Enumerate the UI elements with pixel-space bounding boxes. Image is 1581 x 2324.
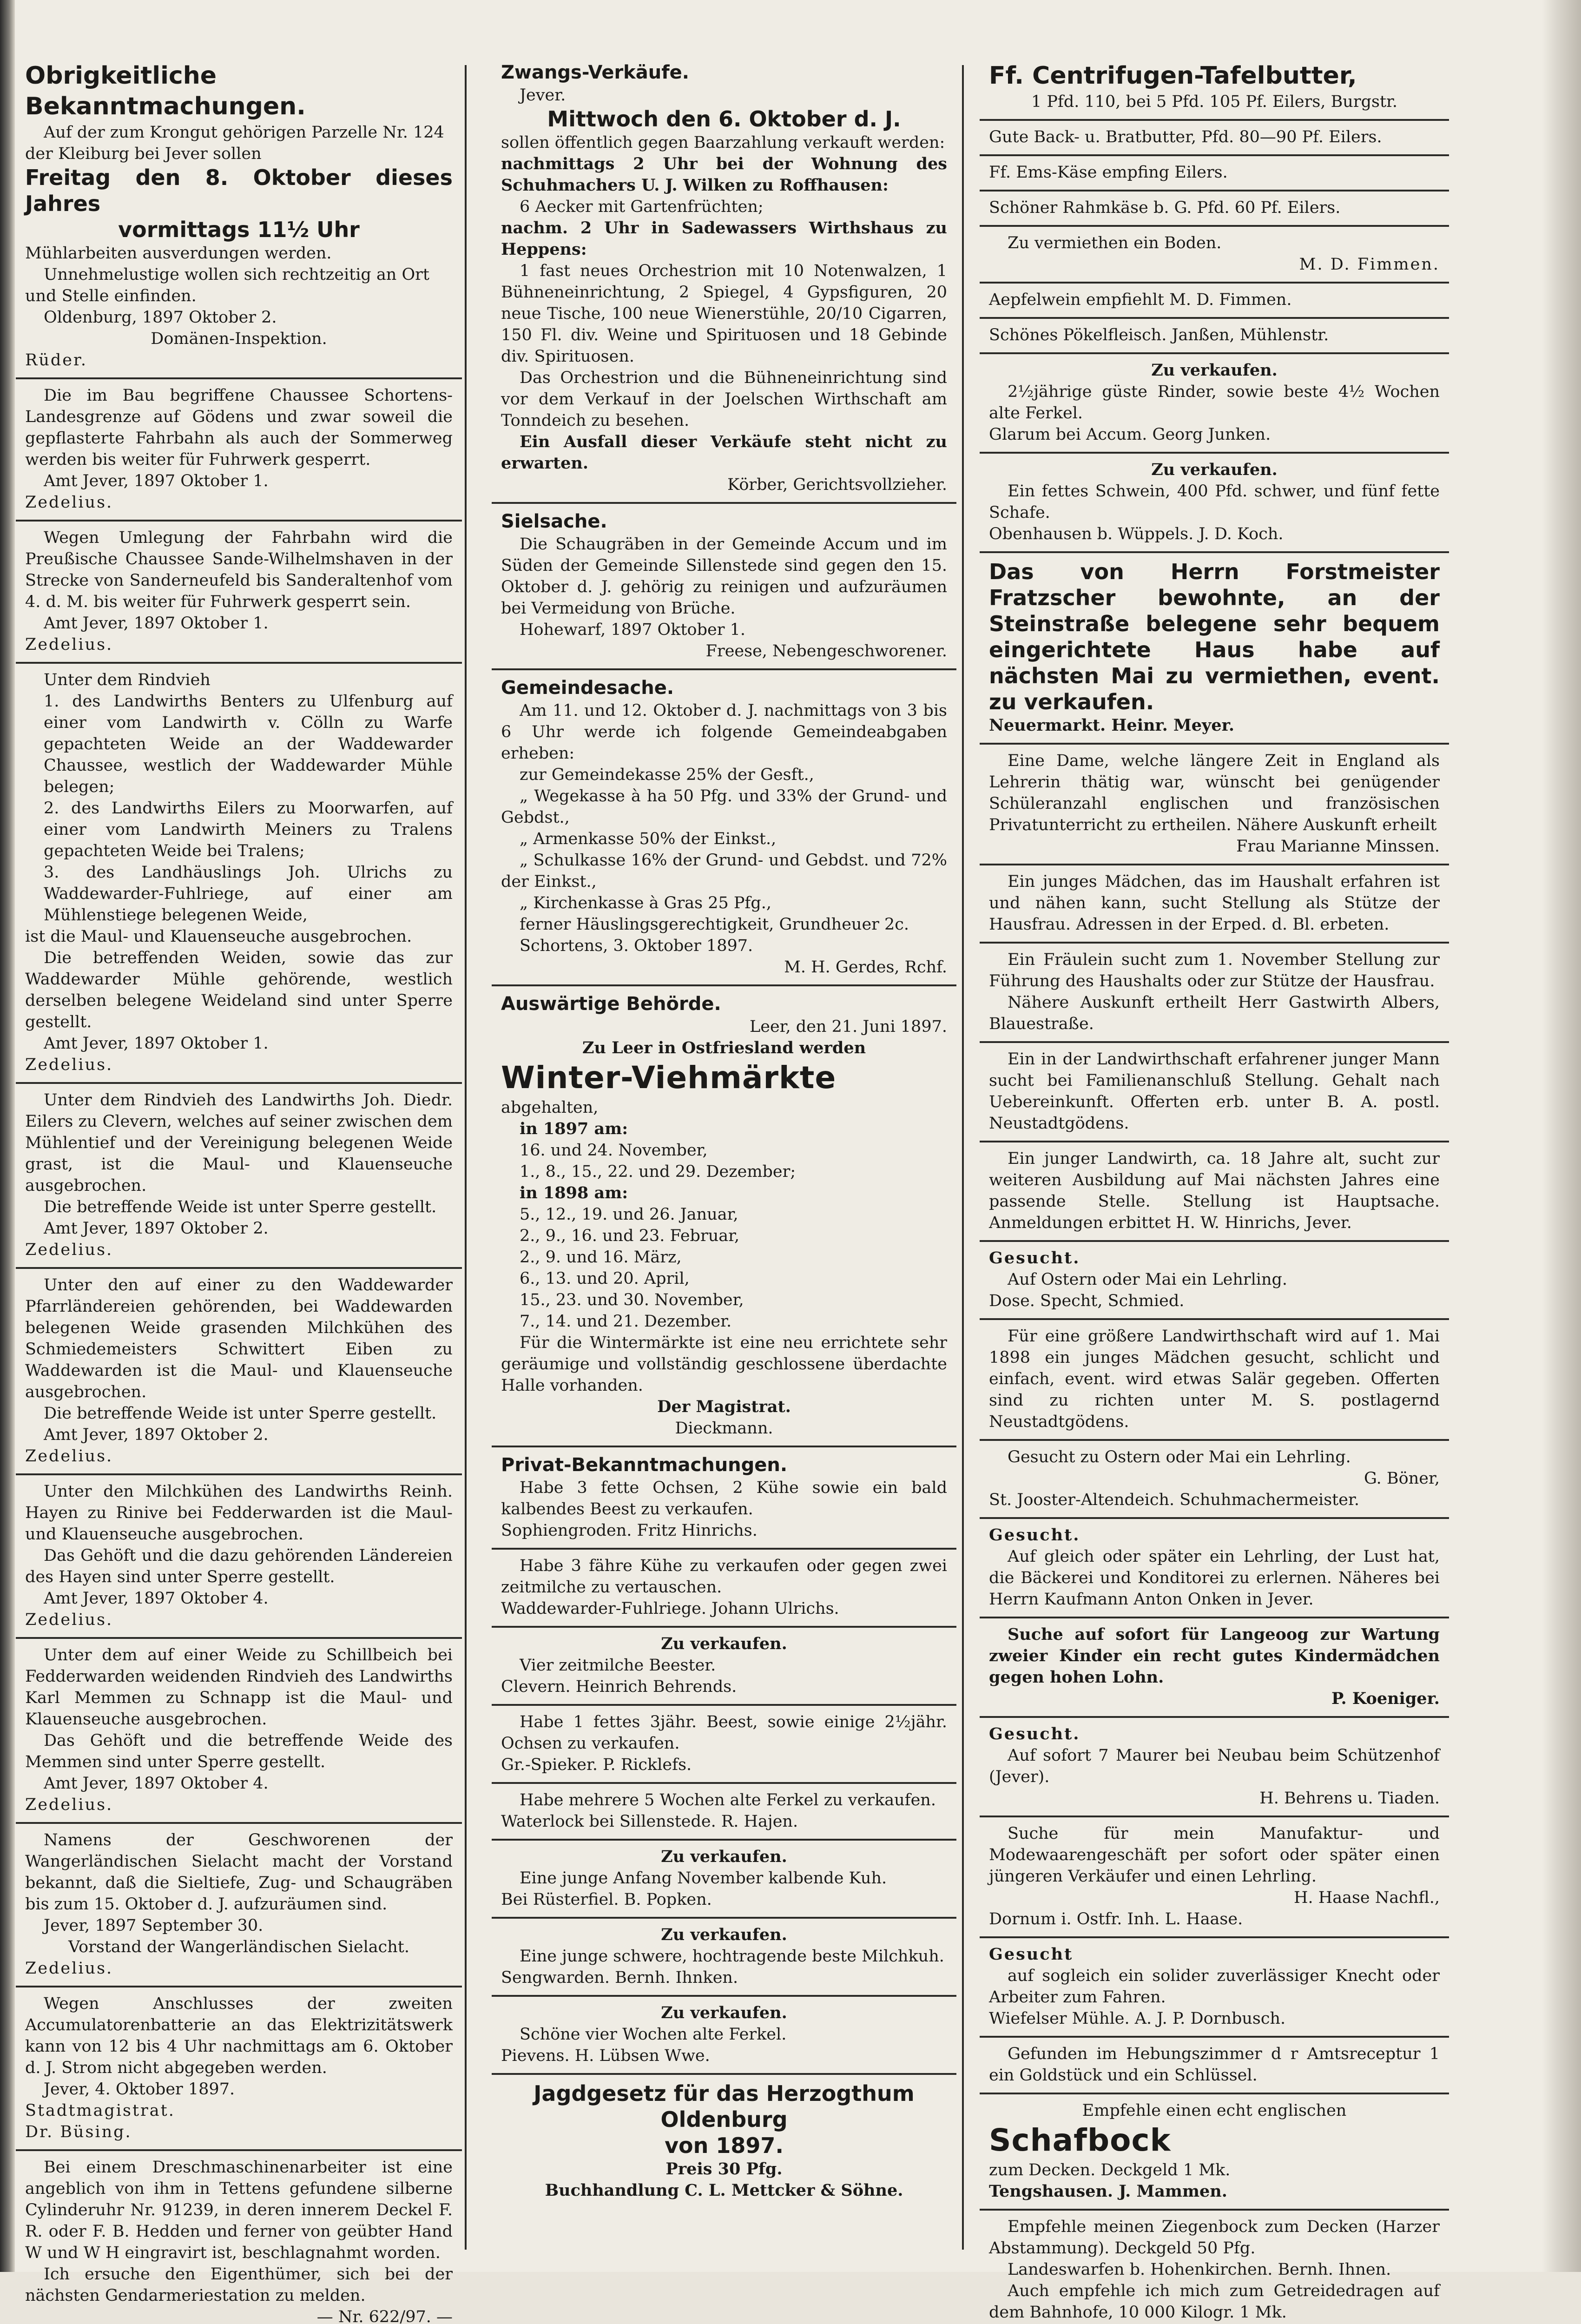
notice-line: Glarum bei Accum. Georg Junken. — [989, 425, 1271, 444]
notice-line: Rüder. — [25, 351, 88, 370]
notice-line: Nähere Auskunft ertheilt Herr Gastwirth Albers, Blauestraße. — [989, 993, 1440, 1033]
notice-line: Zu Leer in Ostfriesland werden — [582, 1038, 866, 1057]
notice-line: Schöner Rahmkäse b. G. Pfd. 60 Pf. Eilers. — [989, 198, 1341, 217]
notice-line: Unter dem Rindvieh — [44, 671, 211, 689]
notice-line: Wegen Anschlusses der zweiten Accumulatorenbatterie an das Elektrizitätswerk kann von 12 bis 4 Uhr nachmittags am 6. Oktober d. J. Strom nicht abgegeben werden. — [25, 1994, 453, 2077]
notice-line: 1 fast neues Orchestrion mit 10 Notenwalzen, 1 Bühneneinrichtung, 2 Spiegel, 4 Gypsfiguren, 20 neue Tische, 100 neue Wienerstühle, 20/10 Cigarren, 150 Fl. div. Weine und Spirituosen und 18 Gebinde div. Spirituosen. — [501, 262, 947, 366]
notice — [16, 1824, 462, 1987]
notice-heading: Ff. Centrifugen-Tafelbutter, — [989, 62, 1357, 90]
notice-line: Für eine größere Landwirthschaft wird auf 1. Mai 1898 ein junges Mädchen gesucht, schlicht und einfach, event. wird etwas Salär gegeben. Offerten sind zu richten unter M. S. postlagernd Neustadtgödens. — [989, 1327, 1440, 1431]
notice-line: Zu verkaufen. — [661, 2003, 787, 2022]
notice-line: Dornum i. Ostfr. Inh. L. Haase. — [989, 1910, 1243, 1928]
notice-line: Ein Fräulein sucht zum 1. November Stellung zur Führung des Haushalts oder zur Stütze der Hausfrau. — [989, 951, 1440, 990]
notice-line: der Kleiburg bei Jever sollen — [25, 145, 262, 163]
notice-line: Das Gehöft und die betreffende Weide des Memmen sind unter Sperre gestellt. — [25, 1731, 453, 1771]
notice — [492, 1706, 956, 1784]
notice-line: Sengwarden. Bernh. Ihnken. — [501, 1968, 738, 1987]
notice-line: Jever, 1897 September 30. — [44, 1916, 264, 1935]
notice-line: Hohewarf, 1897 Oktober 1. — [520, 621, 745, 639]
notice-line: Tengshausen. J. Mammen. — [989, 2182, 1227, 2201]
notice — [980, 2038, 1449, 2094]
notice-heading: Obrigkeitliche Bekanntmachungen. — [25, 62, 306, 120]
notice-line: Gefunden im Hebungszimmer d r Amtsreceptur 1 ein Goldstück und ein Schlüssel. — [989, 2045, 1440, 2085]
notice-line: Die im Bau begriffene Chaussee Schortens-Landesgrenze auf Gödens und zwar soweil die gepflasterte Fahrbahn als auch der Sommerweg werden bis weiter für Fuhrwerk gesperrt. — [25, 386, 453, 469]
notice — [492, 1784, 956, 1841]
notice-line: in 1898 am: — [520, 1183, 628, 1202]
notice-heading: Auswärtige Behörde. — [501, 993, 721, 1015]
notice — [16, 1475, 462, 1639]
notice-line: Schöne vier Wochen alte Ferkel. — [520, 2025, 787, 2044]
notice-heading: Schafbock — [989, 2122, 1171, 2158]
notice-line: Clevern. Heinrich Behrends. — [501, 1677, 737, 1696]
notice-line: Freitag den 8. Oktober dieses Jahres — [25, 165, 453, 216]
notice-line: 7., 14. und 21. Dezember. — [520, 1312, 732, 1331]
notice-line: Amt Jever, 1897 Oktober 1. — [44, 614, 269, 633]
notice-line: Am 11. und 12. Oktober d. J. nachmittags von 3 bis 6 Uhr werde ich folgende Gemeindeabgaben erheben: — [501, 701, 947, 763]
notice-line: Amt Jever, 1897 Oktober 4. — [44, 1589, 269, 1608]
notice — [492, 1919, 956, 1997]
notice-line: Eine junge Anfang November kalbende Kuh. — [520, 1869, 887, 1888]
notice — [16, 2151, 462, 2324]
notice — [980, 121, 1449, 156]
notice-line: Suche auf sofort für Langeoog zur Wartung zweier Kinder ein recht gutes Kindermädchen gegen hohen Lohn. — [989, 1625, 1440, 1687]
notice-line: Zedelius. — [25, 1796, 113, 1814]
notice — [980, 2211, 1449, 2324]
notice-line: Zedelius. — [25, 493, 113, 512]
notice-line: 6., 13. und 20. April, — [520, 1269, 690, 1288]
notice-line: Die betreffende Weide ist unter Sperre gestellt. — [44, 1404, 437, 1423]
notice-line: ist die Maul- und Klauenseuche ausgebrochen. — [25, 927, 412, 946]
notice-line: Dr. Büsing. — [25, 2123, 132, 2141]
notice-line: Namens der Geschworenen der Wangerländischen Sielacht macht der Vorstand bekannt, daß die Sieltiefe, Zug- und Schaugräben bis zum 15. Oktober d. J. aufzuräumen sind. — [25, 1831, 453, 1914]
notice-heading: Gemeindesache. — [501, 677, 674, 699]
notice-line: Auf sofort 7 Maurer bei Neubau beim Schützenhof (Jever). — [989, 1746, 1440, 1786]
notice-line: Oldenburg, 1897 Oktober 2. — [44, 308, 277, 327]
notice-line: abgehalten, — [501, 1098, 599, 1117]
notice-line: 15., 23. und 30. November, — [520, 1291, 744, 1309]
notice-line: Jagdgesetz für das Herzogthum Oldenburg — [534, 2081, 915, 2132]
notice-line: Jever. — [520, 86, 566, 105]
notice-line: Zedelius. — [25, 1447, 113, 1466]
notice-line: Auf Ostern oder Mai ein Lehrling. — [1008, 1270, 1288, 1289]
binding-edge — [0, 0, 15, 2272]
notice — [980, 156, 1449, 191]
notice-line: Habe 1 fettes 3jähr. Beest, sowie einige 2½jähr. Ochsen zu verkaufen. — [501, 1713, 947, 1753]
notice-line: Zedelius. — [25, 1056, 113, 1074]
notice — [492, 1997, 956, 2075]
notice-line: Eine junge schwere, hochtragende beste Milchkuh. — [520, 1947, 944, 1966]
notice-line: Gesucht. — [989, 1525, 1080, 1545]
notice-line: 5., 12., 19. und 26. Januar, — [520, 1205, 738, 1224]
notice-line: zum Decken. Deckgeld 1 Mk. — [989, 2161, 1231, 2179]
notice-line: Mühlarbeiten ausverdungen werden. — [25, 244, 332, 263]
notice — [980, 1142, 1449, 1242]
notice-line: 1 Pfd. 110, bei 5 Pfd. 105 Pf. Eilers, Burgstr. — [1031, 92, 1398, 111]
notice-line: Buchhandlung C. L. Mettcker & Söhne. — [545, 2181, 903, 2200]
notice — [980, 55, 1449, 121]
notice-line: 16. und 24. November, — [520, 1141, 708, 1160]
notice — [980, 865, 1449, 944]
notice — [980, 1441, 1449, 1519]
notice-line: ferner Häuslingsgerechtigkeit, Grundheuer 2c. — [520, 915, 909, 934]
notice — [492, 2075, 956, 2208]
notice-line: Ein in der Landwirthschaft erfahrener junger Mann sucht bei Familienanschluß Stellung. Gehalt nach Uebereinkunft. Offerten erb. unter B. A. postl. Neustadtgödens. — [989, 1050, 1440, 1133]
column-left — [16, 55, 462, 2324]
notice-line: Ich ersuche den Eigenthümer, sich bei der nächsten Gendarmeriestation zu melden. — [25, 2265, 453, 2305]
notice — [980, 1043, 1449, 1142]
notice-line: Ein Ausfall dieser Verkäufe steht nicht zu erwarten. — [501, 432, 947, 473]
notice-line: nachmittags 2 Uhr bei der Wohnung des Schuhmachers U. J. Wilken zu Roffhausen: — [501, 154, 947, 195]
notice-line: Gesucht. — [989, 1248, 1080, 1268]
notice — [492, 1628, 956, 1706]
column-rule-1 — [465, 65, 467, 2250]
notice-line: Schortens, 3. Oktober 1897. — [520, 937, 753, 955]
notice-line: Leer, den 21. Juni 1897. — [749, 1017, 947, 1036]
notice-line: Ein junger Landwirth, ca. 18 Jahre alt, sucht zur weiteren Ausbildung auf Mai nächsten Jahres eine passende Stelle. Stellung ist Hauptsache. Anmeldungen erbittet H. W. Hinrichs, Jever. — [989, 1149, 1440, 1232]
notice — [980, 284, 1449, 319]
notice-line: Bei einem Dreschmaschinenarbeiter ist eine angeblich von ihm in Tettens gefundene silberne Cylinderuhr Nr. 91239, in deren innerem Deckel F. R. oder F. B. Hedden und ferner von geübter Hand W und W H eingravirt ist, beschlagnahmt worden. — [25, 2158, 453, 2262]
notice-line: Amt Jever, 1897 Oktober 2. — [44, 1219, 269, 1238]
notice-line: Unter den Milchkühen des Landwirths Reinh. Hayen zu Rinive bei Fedderwarden ist die Maul- und Klauenseuche ausgebrochen. — [25, 1482, 453, 1544]
notice-line: Zedelius. — [25, 1611, 113, 1629]
notice-line: Bei Rüsterfiel. B. Popken. — [501, 1890, 712, 1909]
notice-line: Der Magistrat. — [657, 1397, 791, 1416]
notice-line: Unnehmelustige wollen sich rechtzeitig an Ort — [44, 265, 429, 284]
notice-line: Preis 30 Pfg. — [665, 2159, 783, 2179]
notice-line: Unter dem Rindvieh des Landwirths Joh. Diedr. Eilers zu Clevern, welches auf seiner zwischen dem Mühlentief und der Vereinigung belegenen Weide grast, ist die Maul- und Klauenseuche ausgebrochen. — [25, 1091, 453, 1195]
notice — [16, 55, 462, 379]
notice-line: Zu verkaufen. — [661, 1925, 787, 1944]
notice-heading: Winter-Viehmärkte — [501, 1060, 837, 1096]
notice-line: Zedelius. — [25, 1959, 113, 1978]
notice — [980, 2094, 1449, 2211]
notice-line: Ein junges Mädchen, das im Haushalt erfahren ist und nähen kann, sucht Stellung als Stütze der Hausfrau. Adressen in der Erped. d. Bl. erbeten. — [989, 872, 1440, 934]
notice-line: P. Koeniger. — [1331, 1689, 1440, 1708]
notice-line: 2., 9. und 16. März, — [520, 1248, 682, 1267]
notice-line: Schönes Pökelfleisch. Janßen, Mühlenstr. — [989, 326, 1329, 344]
notice-line: Körber, Gerichtsvollzieher. — [727, 475, 947, 494]
notice-line: Waterlock bei Sillenstede. R. Hajen. — [501, 1812, 798, 1831]
notice-line: Wiefelser Mühle. A. J. P. Dornbusch. — [989, 2009, 1286, 2028]
column-middle — [492, 55, 956, 2208]
notice-line: Zu verkaufen. — [661, 1847, 787, 1866]
notice-line — [989, 2323, 1440, 2324]
notice-line: 2½jährige güste Rinder, sowie beste 4½ Wochen alte Ferkel. — [989, 383, 1440, 423]
notice-line: Dose. Specht, Schmied. — [989, 1292, 1185, 1310]
notice-line: 2. des Landwirths Eilers zu Moorwarfen, auf einer vom Landwirth Meiners zu Tralens gepachteten Weide bei Tralens; — [44, 799, 453, 860]
notice-line: Obenhausen b. Wüppels. J. D. Koch. — [989, 525, 1284, 543]
notice-line: Amt Jever, 1897 Oktober 2. — [44, 1426, 269, 1444]
notice-line: Vorstand der Wangerländischen Sielacht. — [68, 1938, 409, 1956]
notice-line: Zedelius. — [25, 635, 113, 654]
notice — [980, 454, 1449, 553]
notice-line: Dieckmann. — [675, 1419, 773, 1438]
notice — [980, 553, 1449, 745]
notice — [492, 1447, 956, 1550]
notice-line: Für die Wintermärkte ist eine neu errichtete sehr geräumige und vollständig geschlossene überdachte Halle vorhanden. — [501, 1334, 947, 1395]
notice-line: Gesucht — [989, 1945, 1074, 1964]
notice-line: Ff. Ems-Käse empfing Eilers. — [989, 163, 1228, 182]
notice-line: Aepfelwein empfiehlt M. D. Fimmen. — [989, 290, 1292, 309]
notice — [492, 1841, 956, 1919]
notice-line: Auf der zum Krongut gehörigen Parzelle Nr. 124 — [44, 123, 444, 142]
notice — [980, 1242, 1449, 1320]
notice-heading: Zwangs-Verkäufe. — [501, 62, 689, 83]
notice-line: G. Böner, — [1364, 1469, 1440, 1488]
notice-line: Gesucht. — [989, 1724, 1080, 1743]
notice — [980, 1817, 1449, 1938]
notice-line: Frau Marianne Minssen. — [1236, 837, 1440, 856]
notice-line: Empfehle einen echt englischen — [1082, 2101, 1347, 2120]
notice — [492, 670, 956, 986]
notice-line: Das Gehöft und die dazu gehörenden Ländereien des Hayen sind unter Sperre gestellt. — [25, 1546, 453, 1586]
notice-line: Waddewarder-Fuhlriege. Johann Ulrichs. — [501, 1599, 839, 1618]
notice-line: St. Jooster-Altendeich. Schuhmachermeister. — [989, 1491, 1359, 1509]
notice-line: in 1897 am: — [520, 1119, 628, 1138]
notice-line: Empfehle meinen Ziegenbock zum Decken (Harzer Abstammung). Deckgeld 50 Pfg. — [989, 2218, 1440, 2258]
notice-line: Eine Dame, welche längere Zeit in England als Lehrerin thätig war, wünscht bei genügender Schüleranzahl englischen und französischen Privatunterricht zu ertheilen. Nähere Auskunft erheilt — [989, 752, 1440, 834]
notice-line: 2., 9., 16. und 23. Februar, — [520, 1227, 740, 1245]
notice-line: von 1897. — [665, 2133, 784, 2158]
notice-line: 3. des Landhäuslings Joh. Ulrichs zu Waddewarder-Fuhlriege, auf einer am Mühlenstiege belegenen Weide, — [44, 863, 453, 924]
notice-line: Habe mehrere 5 Wochen alte Ferkel zu verkaufen. — [520, 1791, 936, 1809]
notice — [492, 504, 956, 670]
notice-line: Stadtmagistrat. — [25, 2101, 175, 2120]
notice-line: Ein fettes Schwein, 400 Pfd. schwer, und fünf fette Schafe. — [989, 482, 1440, 522]
notice-line: Amt Jever, 1897 Oktober 1. — [44, 1034, 269, 1053]
notice-line: Die betreffende Weide ist unter Sperre gestellt. — [44, 1198, 437, 1216]
notice-line: „ Armenkasse 50% der Einkst., — [520, 830, 777, 848]
notice-line: Vier zeitmilche Beester. — [520, 1656, 716, 1675]
notice — [16, 1987, 462, 2151]
notice — [980, 944, 1449, 1043]
notice — [16, 379, 462, 522]
notice — [980, 1618, 1449, 1718]
notice-line: Auch empfehle ich mich zum Getreidedragen auf dem Bahnhofe, 10 000 Kilogr. 1 Mk. — [989, 2282, 1440, 2322]
notice-line: vormittags 11½ Uhr — [118, 217, 360, 242]
notice-line: „ Wegekasse à ha 50 Pfg. und 33% der Grund- und Gebdst., — [501, 787, 947, 827]
notice-line: Zedelius. — [25, 1241, 113, 1259]
notice — [492, 1550, 956, 1628]
notice-line: Unter dem auf einer Weide zu Schillbeich bei Fedderwarden weidenden Rindvieh des Landwirths Karl Memmen zu Schnapp ist die Maul- und Klauenseuche ausgebrochen. — [25, 1646, 453, 1729]
notice-line: Gr.-Spieker. P. Ricklefs. — [501, 1756, 692, 1774]
notice-line: 1. des Landwirths Benters zu Ulfenburg auf einer vom Landwirth v. Cölln zu Warfe gepachteten Weide an der Waddewarder Chaussee, westlich der Waddewarder Mühle belegen; — [44, 692, 453, 796]
notice-line: sollen öffentlich gegen Baarzahlung verkauft werden: — [501, 133, 945, 152]
notice-line: H. Haase Nachfl., — [1293, 1888, 1440, 1907]
notice-line: M. D. Fimmen. — [1299, 255, 1440, 274]
notice-heading: Sielsache. — [501, 511, 607, 532]
notice-line: H. Behrens u. Tiaden. — [1259, 1789, 1440, 1808]
notice-line: auf sogleich ein solider zuverlässiger Knecht oder Arbeiter zum Fahren. — [989, 1967, 1440, 2007]
notice-line: Suche für mein Manufaktur- und Modewaarengeschäft per sofort oder später einen jüngeren Verkäufer und einen Lehrling. — [989, 1824, 1440, 1886]
notice-line: Freese, Nebengeschworener. — [705, 642, 947, 660]
notice-line: Landeswarfen b. Hohenkirchen. Bernh. Ihnen. — [1008, 2260, 1391, 2279]
notice-line: und Stelle einfinden. — [25, 287, 197, 305]
notice-line: „ Schulkasse 16% der Grund- und Gebdst. und 72% der Einkst., — [501, 851, 947, 891]
notice-line: Unter den auf einer zu den Waddewarder Pfarrländereien gehörenden, bei Waddewarden belegenen Weide grasenden Milchkühen des Schmiedemeisters Schwittert Eiben zu Waddewarden ist die Maul- und Klauenseuche ausgebrochen. — [25, 1276, 453, 1401]
notice — [16, 1269, 462, 1475]
notice-line: nachm. 2 Uhr in Sadewassers Wirthshaus zu Heppens: — [501, 218, 947, 259]
notice-line: Gesucht zu Ostern oder Mai ein Lehrling. — [1008, 1448, 1351, 1466]
notice-line: zur Gemeindekasse 25% der Gesft., — [520, 766, 814, 784]
column-right — [980, 55, 1449, 2324]
notice-line: Amt Jever, 1897 Oktober 1. — [44, 472, 269, 490]
notice — [16, 1084, 462, 1269]
page-edge — [1542, 0, 1581, 2272]
notice-line: Domänen-Inspektion. — [151, 330, 327, 348]
notice-line: Mittwoch den 6. Oktober d. J. — [547, 106, 901, 132]
column-rule-2 — [962, 65, 964, 2250]
notice — [980, 227, 1449, 284]
notice — [16, 522, 462, 664]
notice-line: Zu verkaufen. — [661, 1634, 787, 1653]
notice-line: „ Kirchenkasse à Gras 25 Pfg., — [520, 894, 772, 912]
notice — [980, 1320, 1449, 1441]
notice-line: Zu vermiethen ein Boden. — [1008, 234, 1222, 252]
notice-line: Die betreffenden Weiden, sowie das zur Waddewarder Mühle gehörende, westlich derselben belegene Weideland sind unter Sperre gestellt. — [25, 949, 453, 1031]
notice-line: — Nr. 622/97. — — [316, 2308, 453, 2324]
notice-line: Amt Jever, 1897 Oktober 4. — [44, 1774, 269, 1793]
notice-line: Wegen Umlegung der Fahrbahn wird die Preußische Chaussee Sande-Wilhelmshaven in der Strecke von Sanderneufeld bis Sanderaltenhof vom 4. d. M. bis weiter für Fuhrwerk gesperrt sein. — [25, 528, 453, 611]
notice-line: Pievens. H. Lübsen Wwe. — [501, 2047, 710, 2065]
notice-heading: Privat-Bekanntmachungen. — [501, 1454, 788, 1476]
notice — [980, 1519, 1449, 1618]
notice — [980, 1718, 1449, 1817]
notice-line: Habe 3 fähre Kühe zu verkaufen oder gegen zwei zeitmilche zu vertauschen. — [501, 1557, 947, 1597]
notice — [980, 191, 1449, 227]
notice — [16, 1639, 462, 1824]
notice-line: Habe 3 fette Ochsen, 2 Kühe sowie ein bald kalbendes Beest zu verkaufen. — [501, 1479, 947, 1519]
notice-line: 1., 8., 15., 22. und 29. Dezember; — [520, 1162, 796, 1181]
notice — [492, 986, 956, 1447]
notice-line: M. H. Gerdes, Rchf. — [784, 958, 947, 977]
notice-line: 6 Aecker mit Gartenfrüchten; — [520, 198, 764, 216]
notice — [16, 664, 462, 1084]
notice-line: Zu verkaufen. — [1151, 361, 1278, 380]
notice — [980, 319, 1449, 354]
notice — [980, 354, 1449, 454]
notice — [980, 1938, 1449, 2038]
notice-line: Jever, 4. Oktober 1897. — [44, 2080, 235, 2099]
notice — [980, 745, 1449, 865]
notice-line: Gute Back- u. Bratbutter, Pfd. 80—90 Pf. Eilers. — [989, 128, 1382, 146]
notice-line: Zu verkaufen. — [1151, 460, 1278, 479]
notice-line: Das von Herrn Forstmeister Fratzscher bewohnte, an der Steinstraße belegene sehr bequem eingerichtete Haus habe auf nächsten Mai zu vermiethen, event. zu verkaufen. — [989, 559, 1440, 714]
notice-line: Die Schaugräben in der Gemeinde Accum und im Süden der Gemeinde Sillenstede sind gegen den 15. Oktober d. J. gehörig zu reinigen und aufzuräumen bei Vermeidung von Brüche. — [501, 535, 947, 618]
notice-line: Sophiengroden. Fritz Hinrichs. — [501, 1521, 758, 1540]
notice-line: Das Orchestrion und die Bühneneinrichtung sind vor dem Verkauf in der Joelschen Wirthschaft am Tonndeich zu besehen. — [501, 369, 947, 430]
notice-line: Auf gleich oder später ein Lehrling, der Lust hat, die Bäckerei und Konditorei zu erlernen. Näheres bei Herrn Kaufmann Anton Onken in Jever. — [989, 1547, 1440, 1609]
notice — [492, 55, 956, 504]
notice-line: Neuermarkt. Heinr. Meyer. — [989, 716, 1235, 735]
